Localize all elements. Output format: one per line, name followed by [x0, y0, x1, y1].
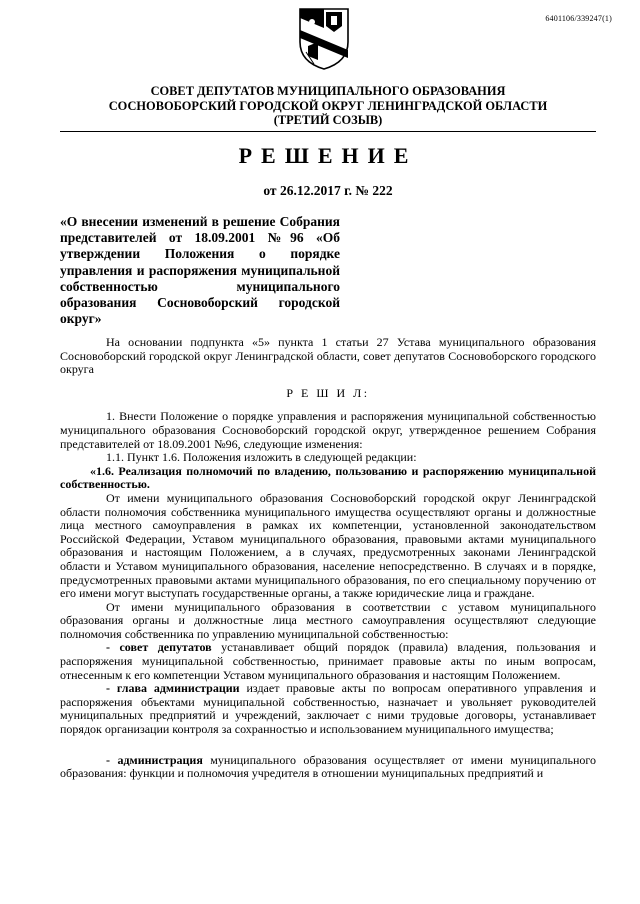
organization-header [60, 84, 596, 128]
org-line-3: (ТРЕТИЙ СОЗЫВ) [273, 113, 383, 127]
paragraph-a: От имени муниципального образования Сосновоборский городской округ Ленинградской области полномочия собственника муниципального имущества осуществляют органы и должностные лица местного самоуправления в рамках их компетенции, установленной законодательством Российской Федерации, Уставом муниципального образования, правовыми актами муниципального образования и настоящим Положением, а в случаях, предусмотренных законами Ленинградской области и Уставом муниципального образования, население непосредственно. В случаях и в порядке, предусмотренных правовыми актами муниципального образования, по его специальному поручению от его имени могут выступать государственные органы, а также юридические лица и граждане. [60, 490, 596, 601]
bullet-administration-text: муниципального образования осуществляет от имени муниципального образования: функции и полномочия учредителя в отношении муниципальных предприятий и [60, 752, 597, 781]
header-divider [60, 131, 596, 132]
bullet-head-text: издает правовые акты по вопросам оперативного управления и распоряжения объектами муниципальной собственностью, назначает и увольняет руководителей муниципальных предприятий и учреждений, заключает с ними трудовые договоры, устанавливает порядок организации контроля за сохранностью и использованием муниципального имущества; [60, 681, 596, 737]
item-1: 1. Внести Положение о порядке управления и распоряжения муниципальной собственностью муниципального образования Сосновоборский городской округ, утвержденное решением Собрания представителей от 18.09.2001 №96, следующие изменения: [60, 409, 596, 451]
bullet-head [60, 682, 596, 736]
document-body [60, 336, 596, 781]
bullet-council-term: - совет депутатов [106, 640, 212, 655]
item-1-1: 1.1. Пункт 1.6. Положения изложить в следующей редакции: [106, 450, 417, 465]
document-type-heading: РЕШЕНИЕ [238, 143, 418, 168]
bullet-council-text: устанавливает общий порядок (правила) владения, пользования и распоряжения муниципальной собственностью, принимает правовые акты по иным вопросам, отнесенным к его компетенции Уставом муниципального образования и настоящим Положением. [60, 640, 596, 682]
paragraph-b: От имени муниципального образования в соответствии с уставом муниципального образования органы и должностные лица местного самоуправления осуществляют следующие полномочия собственника по управлению муниципальной собственностью: [60, 599, 596, 641]
section-heading [60, 465, 596, 492]
org-line-2: СОСНОВОБОРСКИЙ ГОРОДСКОЙ ОКРУГ ЛЕНИНГРАДСКОЙ ОБЛАСТИ [108, 98, 548, 113]
document-id: 6401106/339247(1) [545, 14, 612, 23]
bullet-administration [60, 754, 596, 781]
bullet-council [60, 641, 596, 682]
coat-of-arms-emblem [296, 6, 352, 72]
decision-heading: Р Е Ш И Л: [286, 385, 370, 400]
section-heading-text: «1.6. Реализация полномочий по владению, пользованию и распоряжению муниципальной собственностью. [60, 463, 596, 492]
bullet-administration-term: - администрация [106, 752, 203, 767]
bullet-head-term: - глава администрации [106, 681, 240, 696]
document-title: «О внесении изменений в решение Собрания представителей от 18.09.2001 №96 «Об утверждении Положения о порядке управления и распоряжения муниципальной собственностью муниципального образования Сосновоборский городской округ» [60, 214, 340, 327]
org-line-1: СОВЕТ ДЕПУТАТОВ МУНИЦИПАЛЬНОГО ОБРАЗОВАНИЯ [150, 84, 506, 98]
preamble: На основании подпункта «5» пункта 1 статьи 27 Устава муниципального образования Сосновоборский городской округ Ленинградской области, совет депутатов Сосновоборского городского округа [60, 335, 596, 377]
paragraph-gap [60, 737, 596, 754]
document-date-number: от 26.12.2017 г. № 222 [263, 183, 393, 198]
